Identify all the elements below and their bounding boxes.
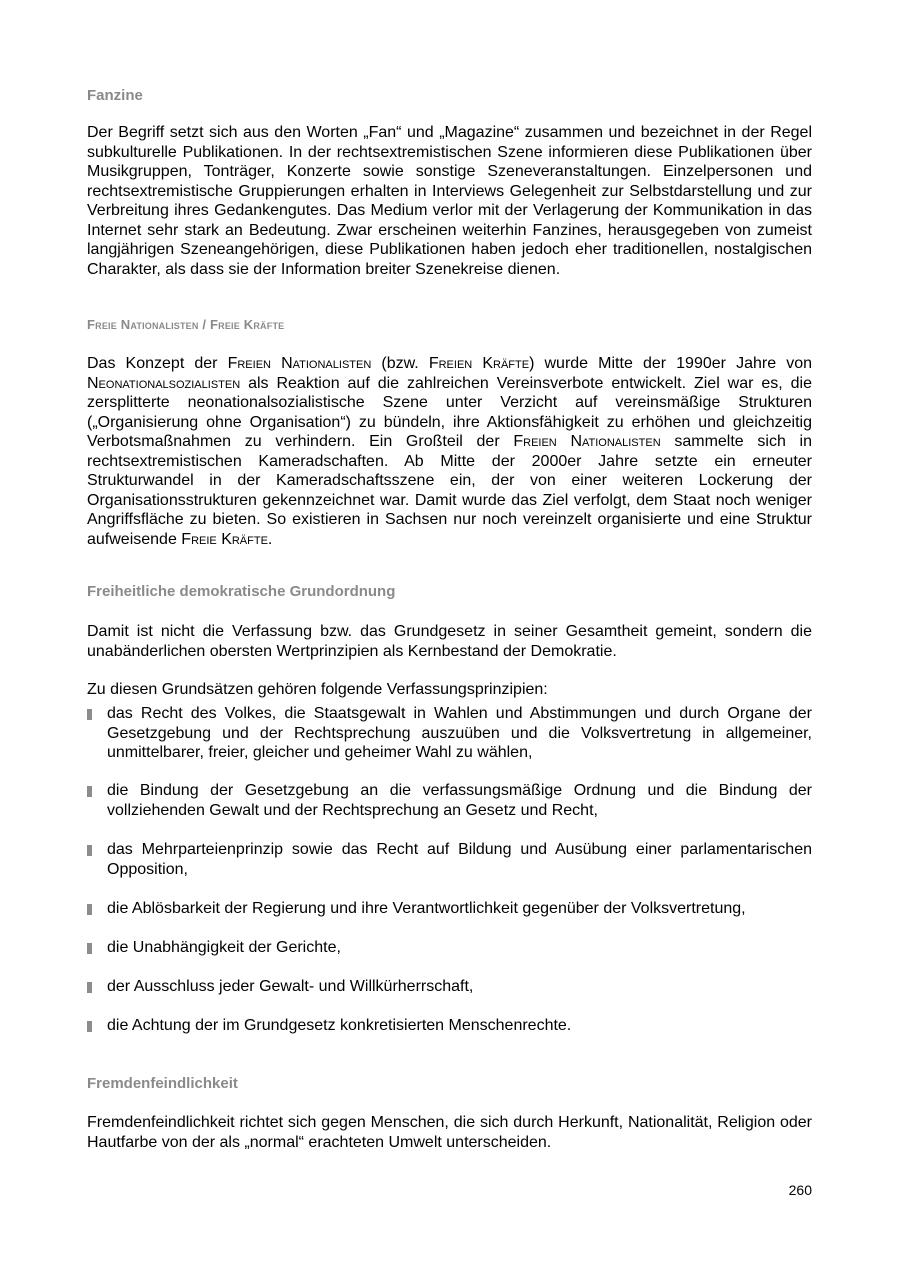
heading-fremdenfeindlichkeit: Fremdenfeindlichkeit: [87, 1075, 238, 1092]
paragraph-fanzine: Der Begriff setzt sich aus den Worten „Fan“ und „Magazine“ zusammen und bezeichnet in der Regel subkulturelle Publikationen. In der rechtsextremistischen Szene informieren diese Publikationen über Musikgruppen, Tonträger, Konzerte sowie sonstige Szeneveranstaltungen. Einzelpersonen und rechtsextremistische Gruppierungen erhalten in Interviews Gelegenheit zur Selbstdarstellung und zur Verbreitung ihres Gedankengutes. Das Medium verlor mit der Verlagerung der Kommunikation in das Internet sehr stark an Bedeutung. Zwar erscheinen weiterhin Fanzines, herausgegeben von zumeist langjährigen Szeneangehörigen, diese Publikationen haben jedoch eher traditionellen, nostalgischen Charakter, als dass sie der Information breiter Szenekreise dienen.: [87, 124, 812, 278]
bullet-icon: [87, 943, 92, 954]
heading-fdgo: Freiheitliche demokratische Grundordnung: [87, 583, 396, 600]
heading-fanzine: Fanzine: [87, 87, 143, 104]
bullet-icon: [87, 786, 92, 797]
paragraph-freie-nationalisten: Das Konzept der Freien Nationalisten (bzw. Freien Kräfte) wurde Mitte der 1990er Jahre von Neonationalsozialisten als Reaktion auf die zahlreichen Vereinsverbote entwickelt. Ziel war es, die zersplitterte neonationalsozialistische Szene unter Verzicht auf vereinsmäßige Strukturen („Organisierung ohne Organisation“) zu bündeln, ihre Aktionsfähigkeit zu erhöhen und gleichzeitig Verbotsmaßnahmen zu verhindern. Ein Großteil der Freien Nationalisten sammelte sich in rechtsextremistischen Kameradschaften. Ab Mitte der 2000er Jahre setzte ein erneuter Strukturwandel in der Kameradschaftsszene ein, der von einer weiteren Lockerung der Organisationsstrukturen gekennzeichnet war. Damit wurde das Ziel verfolgt, dem Staat noch weniger Angriffsfläche zu bieten. So existieren in Sachsen nur noch vereinzelt organisierte und eine Struktur aufweisende Freie Kräfte.: [87, 355, 813, 548]
heading-freie-nationalisten: Freie Nationalisten / Freie Kräfte: [87, 317, 285, 332]
bullet-icon: [87, 845, 92, 856]
bullet-icon: [87, 982, 92, 993]
bullet-icon: [87, 709, 92, 720]
bullet-icon: [87, 1021, 92, 1032]
paragraph-fdgo-intro: Zu diesen Grundsätzen gehören folgende Verfassungsprinzipien:: [87, 681, 548, 698]
paragraph-fremdenfeindlichkeit: Fremdenfeindlichkeit richtet sich gegen Menschen, die sich durch Herkunft, Nationalität, Religion oder Hautfarbe von der als „normal“ erachteten Umwelt unterscheiden.: [87, 1114, 812, 1151]
bullet-icon: [87, 904, 92, 915]
page-number: 260: [788, 1182, 812, 1198]
paragraph-fdgo: Damit ist nicht die Verfassung bzw. das Grundgesetz in seiner Gesamtheit gemeint, sondern die unabänderlichen obersten Wertprinzipien als Kernbestand der Demokratie.: [87, 623, 812, 660]
